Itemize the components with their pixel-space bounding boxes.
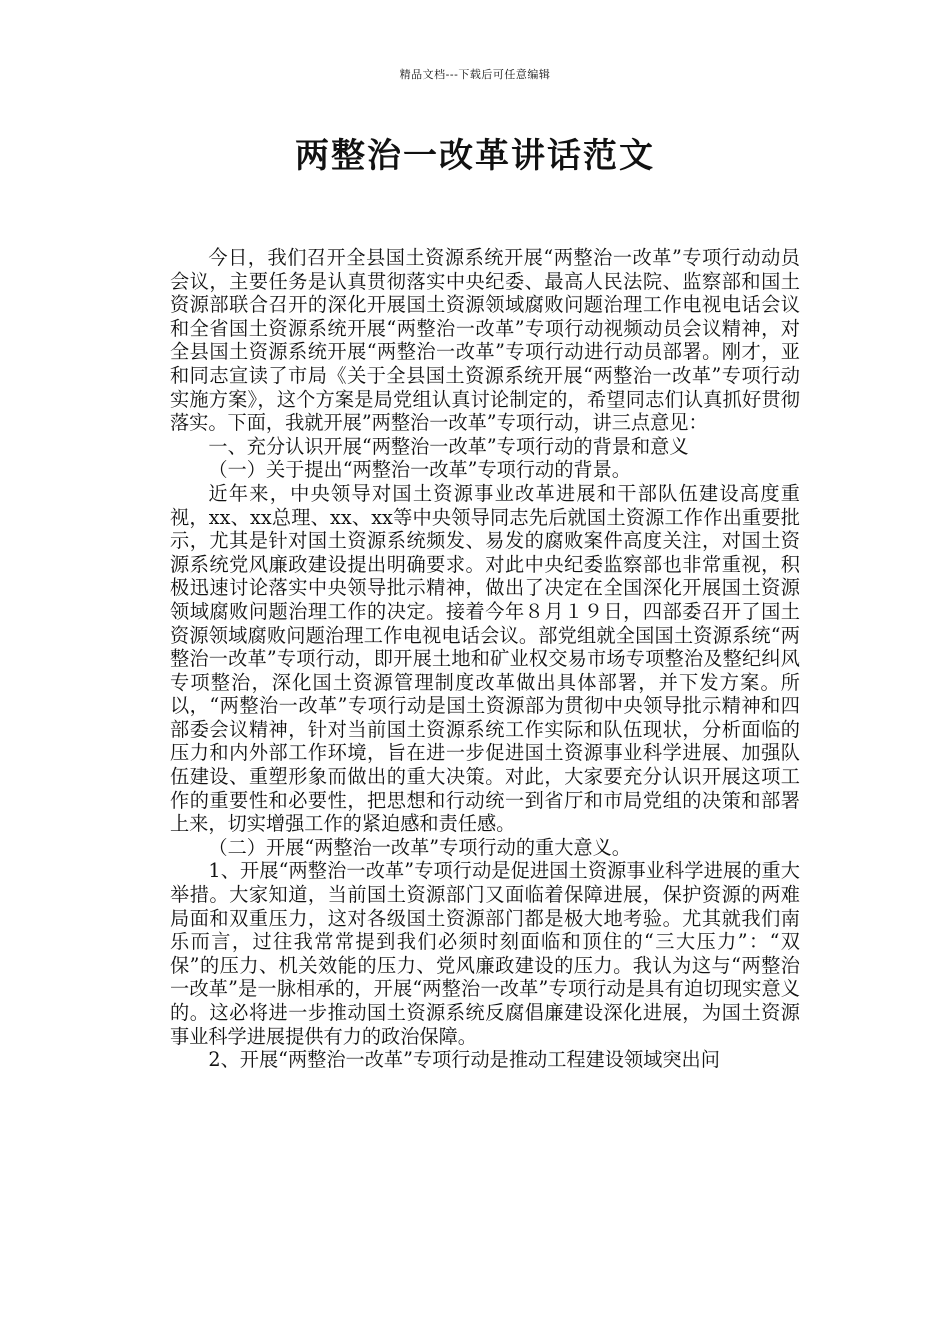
heading-section-one: 一、充分认识开展“两整治一改革”专项行动的背景和意义	[208, 434, 689, 458]
document-title: 两整治一改革讲话范文	[295, 136, 655, 176]
paragraph-background: 近年来，中央领导对国土资源事业改革进展和干部队伍建设高度重视，xx、xx总理、xx、xx等中央领导同志先后就国土资源工作作出重要批示，尤其是针对国土资源系统频发、易发的腐败案件高度关注，对国土资源系统党风廉政建设提出明确要求。对此中央纪委监察部也非常重视，积极迅速讨论落实中央领导批示精神，做出了决定在全国深化开展国土资源领域腐败问题治理工作的决定。接着今年８月１９日，四部委召开了国土资源领域腐败问题治理工作电视电话会议。部党组就全国国土资源系统“两整治一改革”专项行动，即开展土地和矿业权交易市场专项整治及整纪纠风专项整治，深化国土资源管理制度改革做出具体部署，并下发方案。所以，“两整治一改革”专项行动是国土资源部为贯彻中央领导批示精神和四部委会议精神，针对当前国土资源系统工作实际和队伍现状，分析面临的压力和内外部工作环境，旨在进一步促进国土资源事业科学进展、加强队伍建设、重塑形象而做出的重大决策。对此，大家要充分认识开展这项工作的重要性和必要性，把思想和行动统一到省厅和市局党组的决策和部署上来，切实增强工作的紧迫感和责任感。	[170, 481, 800, 836]
paragraph-opening: 今日，我们召开全县国土资源系统开展“两整治一改革”专项行动动员会议，主要任务是认真贯彻落实中央纪委、最高人民法院、监察部和国土资源部联合召开的深化开展国土资源领域腐败问题治理工作电视电话会议和全省国土资源系统开展“两整治一改革”专项行动视频动员会议精神，对全县国土资源系统开展“两整治一改革”专项行动进行动员部署。刚才，亚和同志宣读了市局《关于全县国土资源系统开展“两整治一改革”专项行动实施方案》，这个方案是局党组认真讨论制定的，希望同志们认真抓好贯彻落实。下面，我就开展”两整治一改革”专项行动，讲三点意见：	[170, 246, 800, 435]
document-body	[170, 246, 800, 1072]
paragraph-point-one: 1、开展“两整治一改革”专项行动是促进国土资源事业科学进展的重大举措。大家知道，当前国土资源部门又面临着保障进展，保护资源的两难局面和双重压力，这对各级国土资源部门都是极大地考验。尤其就我们南乐而言，过往我常常提到我们必须时刻面临和顶住的“三大压力”：“双保”的压力、机关效能的压力、党风廉政建设的压力。我认为这与“两整治一改革”是一脉相承的，开展“两整治一改革”专项行动是具有迫切现实意义的。这必将进一步推动国土资源系统反腐倡廉建设深化进展，为国土资源事业科学进展提供有力的政治保障。	[170, 859, 800, 1048]
subheading-background: （一）关于提出“两整治一改革”专项行动的背景。	[208, 458, 631, 482]
subheading-significance: （二）开展“两整治一改革”专项行动的重大意义。	[208, 835, 631, 859]
header-note: 精品文档---下载后可任意编辑	[399, 68, 551, 81]
paragraph-point-two: 2、开展“两整治一改革”专项行动是推动工程建设领域突出问	[208, 1048, 720, 1072]
